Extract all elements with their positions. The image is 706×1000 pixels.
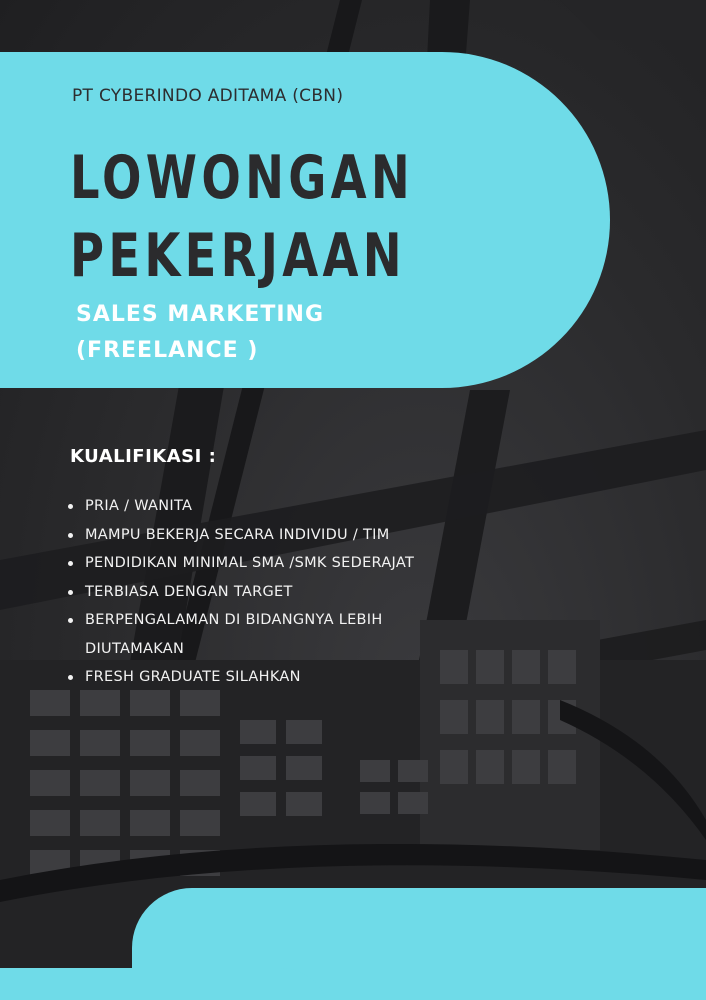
company-name: PT CYBERINDO ADITAMA (CBN) (72, 86, 344, 106)
bullet-icon (68, 618, 73, 623)
list-item-text: BERPENGALAMAN DI BIDANGNYA LEBIH DIUTAMAKAN (85, 612, 383, 657)
bullet-icon (68, 675, 73, 680)
list-item (66, 578, 506, 607)
title-line-1: LOWONGAN (70, 143, 414, 213)
list-item-text: MAMPU BEKERJA SECARA INDIVIDU / TIM (85, 526, 390, 543)
position-type: (FREELANCE ) (76, 338, 259, 363)
list-item (66, 663, 506, 692)
bullet-icon (68, 533, 73, 538)
list-item-text: TERBIASA DENGAN TARGET (85, 583, 293, 600)
bottom-banner-notch (0, 968, 330, 1000)
list-item-text: PENDIDIKAN MINIMAL SMA /SMK SEDERAJAT (85, 555, 415, 571)
position-title: SALES MARKETING (76, 302, 325, 327)
list-item-text: FRESH GRADUATE SILAHKAN (85, 669, 301, 685)
list-item (66, 549, 506, 578)
bullet-icon (68, 590, 73, 595)
list-item-text: PRIA / WANITA (85, 498, 193, 514)
qualifications-heading: KUALIFIKASI : (70, 446, 217, 467)
title-line-2: PEKERJAAN (70, 221, 406, 291)
list-item (66, 521, 506, 550)
qualifications-list (66, 492, 506, 692)
bullet-icon (68, 561, 73, 566)
list-item (66, 492, 506, 521)
bullet-icon (68, 504, 73, 509)
list-item (66, 606, 457, 663)
